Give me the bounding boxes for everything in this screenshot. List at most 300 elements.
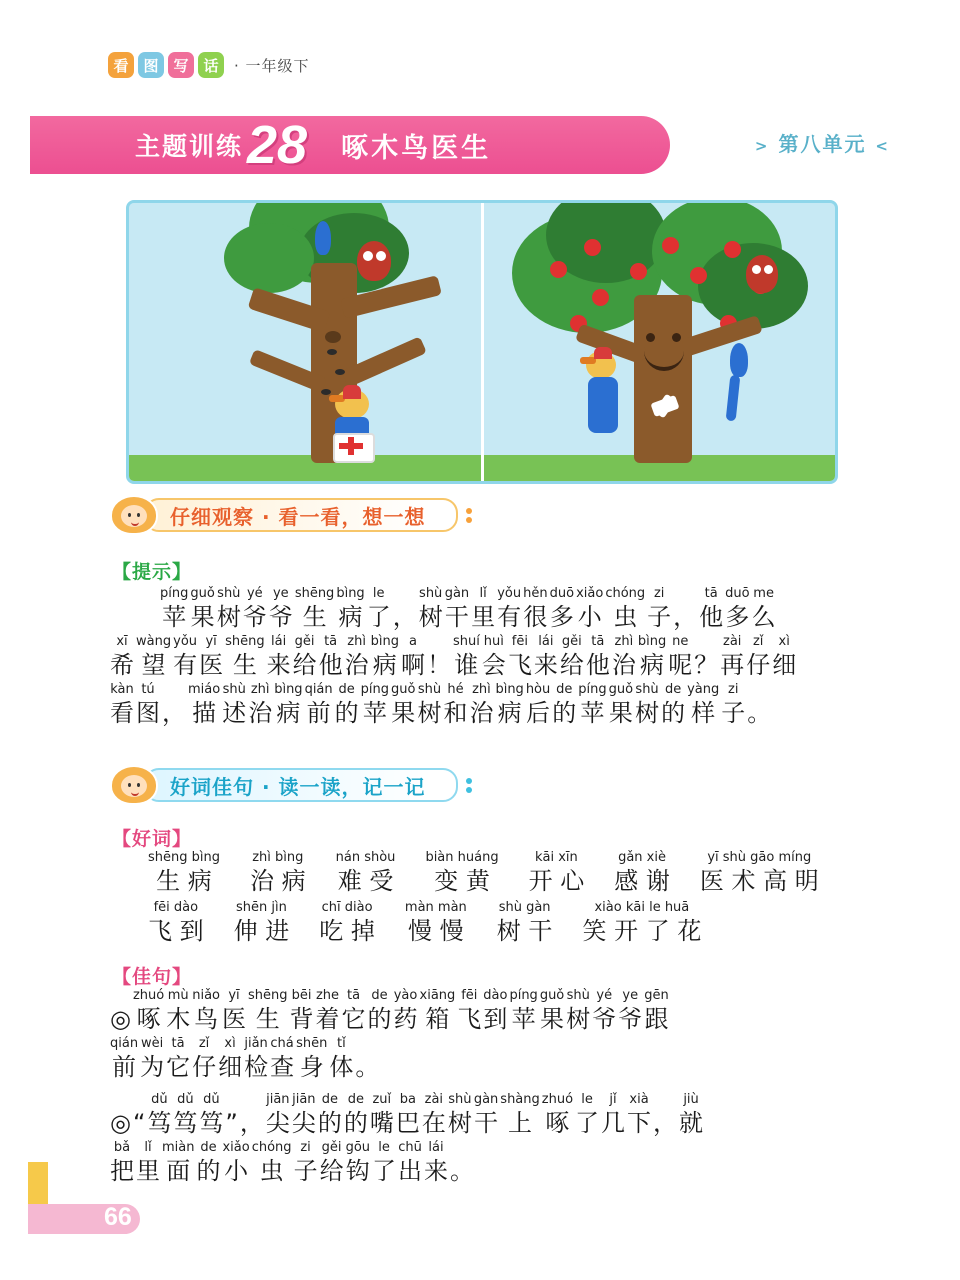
hanzi: 树 <box>418 603 443 631</box>
pinyin-char-cell <box>424 1140 448 1186</box>
pinyin: duō <box>725 586 750 601</box>
pinyin-char-cell <box>560 634 584 680</box>
pinyin: miáo <box>188 682 221 697</box>
hanzi: ◎ <box>110 1005 131 1033</box>
hanzi: 治 <box>248 699 273 727</box>
pinyin-char-cell <box>199 1092 223 1138</box>
hanzi: 体 <box>329 1053 354 1081</box>
hanzi: 的 <box>317 1109 342 1137</box>
hanzi: 着 <box>315 1005 340 1033</box>
foliage <box>224 223 314 293</box>
pinyin-char-cell <box>296 1036 327 1082</box>
pinyin: chóng <box>251 1140 292 1155</box>
pinyin: chá <box>270 1036 294 1051</box>
pinyin: zhì <box>347 634 366 649</box>
pinyin: de <box>371 988 388 1003</box>
pinyin-char-cell <box>222 988 246 1034</box>
hanzi: 啄 <box>545 1109 570 1137</box>
owl-eye <box>752 265 761 274</box>
pinyin: fēi <box>511 634 528 649</box>
pinyin-char-cell <box>218 1036 242 1082</box>
pinyin: shù <box>448 1092 472 1107</box>
illustration-after <box>484 203 836 481</box>
pinyin: shù <box>566 988 590 1003</box>
pinyin-char-cell <box>540 988 564 1034</box>
hanzi: 谁 <box>454 651 479 679</box>
pinyin-char-cell <box>427 634 451 680</box>
label-good-sentences: 【佳句】 <box>112 966 193 988</box>
pinyin: zhuó <box>132 988 165 1003</box>
pinyin-char-cell <box>367 586 391 632</box>
pinyin-char-cell <box>147 1092 171 1138</box>
hanzi: 尖 <box>291 1109 316 1137</box>
hanzi: 子 <box>647 603 672 631</box>
pinyin-char-cell <box>509 988 537 1034</box>
pinyin-char-cell <box>721 682 745 728</box>
hanzi: 前 <box>306 699 331 727</box>
pinyin: duō <box>549 586 575 601</box>
hanzi: 看 <box>110 699 134 727</box>
pinyin-line <box>110 586 798 632</box>
hanzi: 笃 <box>199 1109 224 1137</box>
hanzi: 子 <box>721 699 746 727</box>
hanzi: 治 <box>469 699 494 727</box>
pinyin-char-cell <box>453 634 480 680</box>
woodpecker-cap <box>343 385 361 399</box>
pinyin-char-cell <box>542 1092 573 1138</box>
pinyin-char-cell <box>638 634 666 680</box>
pinyin-char-cell <box>294 1140 318 1186</box>
pinyin: yé <box>246 586 263 601</box>
pinyin-char-cell <box>422 1092 446 1138</box>
tip-text <box>110 586 798 730</box>
pinyin-char-cell <box>133 988 164 1034</box>
hanzi: 来 <box>424 1157 449 1185</box>
pinyin: dào <box>483 988 508 1003</box>
pinyin: xiāng <box>419 988 456 1003</box>
pinyin: zhe <box>315 988 340 1003</box>
pinyin-char-cell <box>578 682 606 728</box>
pinyin: píng <box>578 682 607 697</box>
bag-cross-icon <box>339 443 363 449</box>
pinyin <box>137 1092 141 1108</box>
pinyin: dǔ <box>177 1092 194 1107</box>
pinyin: guǒ <box>608 682 634 697</box>
hanzi: 爷 <box>242 603 267 631</box>
pinyin-char-cell <box>188 682 220 728</box>
pinyin-char-cell <box>443 682 467 728</box>
hanzi: ， <box>162 699 186 727</box>
pinyin <box>118 988 122 1004</box>
pinyin-char-cell <box>372 1140 396 1186</box>
hanzi: 跟 <box>644 1005 669 1033</box>
pinyin-char-cell <box>318 1092 342 1138</box>
pinyin: fēi <box>461 988 478 1003</box>
pinyin-char-cell <box>346 1140 370 1186</box>
sentence-item <box>110 988 705 1082</box>
hanzi: 多 <box>725 603 750 631</box>
hanzi: 小 <box>224 1157 249 1185</box>
unit-label <box>755 128 890 157</box>
pinyin-char-cell <box>342 988 366 1034</box>
hanzi: 苹 <box>162 603 187 631</box>
pinyin: ne <box>672 634 689 649</box>
hanzi: 。 <box>747 699 772 727</box>
pinyin-char-cell <box>644 988 669 1034</box>
pinyin-char-cell <box>162 682 186 728</box>
pinyin-char-cell <box>627 1092 651 1138</box>
hanzi: 望 <box>141 651 166 679</box>
kid-eye <box>137 783 140 787</box>
hanzi: 的 <box>343 1109 368 1137</box>
pinyin-char-cell <box>173 1092 197 1138</box>
pinyin: shù <box>417 682 442 697</box>
pinyin: de <box>664 682 682 697</box>
owl <box>357 241 391 281</box>
pinyin-char-cell <box>162 1140 194 1186</box>
pinyin: lái <box>538 634 554 649</box>
hanzi: ， <box>653 1109 678 1137</box>
hanzi: 背 <box>289 1005 314 1033</box>
hanzi: 治 <box>611 651 636 679</box>
pinyin-char-cell <box>699 586 723 632</box>
pinyin-char-cell <box>192 988 220 1034</box>
hanzi: 生 <box>255 1005 280 1033</box>
pinyin-char-cell <box>497 586 521 632</box>
pinyin-char-cell <box>647 586 671 632</box>
pinyin-char-cell <box>483 988 507 1034</box>
word-item <box>234 900 290 946</box>
pinyin: bǎ <box>113 1140 131 1155</box>
hanzi: 仔 <box>746 651 771 679</box>
pinyin: xì <box>778 634 790 649</box>
hanzi: ！ <box>426 651 451 679</box>
pinyin: píng <box>360 682 389 697</box>
pinyin: ye <box>272 586 289 601</box>
hanzi: 医 <box>222 1005 246 1033</box>
pinyin-line <box>110 988 705 1034</box>
hanzi: 生 <box>302 603 327 631</box>
pinyin: gěi <box>561 634 582 649</box>
section-header-observe <box>110 498 472 532</box>
pinyin: wèi <box>140 1036 164 1051</box>
pinyin-char-cell <box>252 1140 292 1186</box>
pinyin-char-cell <box>474 1092 498 1138</box>
pinyin-char-cell <box>217 586 241 632</box>
pinyin <box>460 1140 464 1156</box>
pinyin <box>118 1092 122 1108</box>
pinyin: lái <box>271 634 287 649</box>
pinyin <box>250 1092 254 1108</box>
pinyin-char-cell <box>618 988 642 1034</box>
pinyin: jǐ <box>609 1092 617 1107</box>
unit-arrow-left-icon: > <box>754 137 770 155</box>
pinyin-char-cell <box>110 634 134 680</box>
pinyin-char-cell <box>371 634 399 680</box>
pinyin: gàn <box>473 1092 499 1107</box>
pinyin: xià <box>629 1092 649 1107</box>
pinyin-char-cell <box>370 1092 394 1138</box>
pinyin: tā <box>704 586 718 601</box>
pinyin: shēng <box>248 988 288 1003</box>
pinyin: yàng <box>687 682 720 697</box>
blue-bird <box>315 221 331 255</box>
hanzi: 的 <box>196 1157 221 1185</box>
hanzi: 鸟 <box>194 1005 219 1033</box>
hanzi: 开 心 <box>528 867 585 895</box>
hanzi: 果 <box>608 699 633 727</box>
pinyin: gěi <box>294 634 315 649</box>
pinyin-char-cell <box>752 586 776 632</box>
hanzi: 么 <box>751 603 776 631</box>
hanzi: 生 病 <box>156 867 212 895</box>
hanzi: 他 <box>699 603 724 631</box>
word-item <box>319 900 375 946</box>
pinyin-char-cell <box>694 634 718 680</box>
pinyin: biàn huáng <box>425 850 499 865</box>
pinyin: píng <box>160 586 189 601</box>
pinyin: yī <box>205 634 217 649</box>
pinyin-char-cell <box>240 1092 264 1138</box>
pinyin-char-cell <box>110 1140 134 1186</box>
hanzi: 仔 <box>192 1053 217 1081</box>
hanzi: 会 <box>481 651 506 679</box>
pinyin-char-cell <box>344 1092 368 1138</box>
pinyin: de <box>338 682 355 697</box>
pinyin-char-cell <box>601 1092 625 1138</box>
pinyin-char-cell <box>243 586 267 632</box>
pinyin: lǐ <box>144 1140 152 1155</box>
pinyin-char-cell <box>393 586 417 632</box>
pinyin-char-cell <box>329 1036 353 1082</box>
pinyin-char-cell <box>746 634 770 680</box>
owl <box>746 255 778 293</box>
hanzi: 了 <box>575 1109 600 1137</box>
word-row <box>148 850 849 896</box>
pinyin-char-cell <box>576 586 603 632</box>
hanzi: 苹 <box>580 699 605 727</box>
unit-arrow-right-icon: < <box>875 137 890 155</box>
hanzi: 检 <box>244 1053 269 1081</box>
hanzi: 病 <box>372 651 397 679</box>
pinyin: gēn <box>644 988 669 1003</box>
hanzi: 小 <box>577 603 602 631</box>
good-sentences-list <box>110 988 705 1196</box>
hanzi: 爷 <box>268 603 293 631</box>
hanzi: 述 <box>222 699 247 727</box>
banner-number: 28 <box>247 115 308 175</box>
pinyin-char-cell <box>673 586 697 632</box>
pinyin-char-cell <box>196 1140 220 1186</box>
pinyin: lǐ <box>479 586 487 601</box>
hanzi: ， <box>673 603 698 631</box>
pinyin: ba <box>399 1092 416 1107</box>
pinyin-char-cell <box>592 988 616 1034</box>
pinyin: jiù <box>683 1092 699 1107</box>
hanzi: 给 <box>292 651 317 679</box>
banner-label: 主题训练 <box>135 132 244 161</box>
hanzi: 的 <box>552 699 577 727</box>
word-item <box>425 850 498 896</box>
pinyin: bìng <box>336 586 365 601</box>
pinyin: shēn <box>296 1036 328 1051</box>
pinyin <box>230 1092 234 1108</box>
hanzi: “ <box>132 1109 146 1137</box>
decor-dots <box>466 778 472 793</box>
hanzi: 前 <box>112 1053 137 1081</box>
pinyin-char-cell <box>500 1092 539 1138</box>
pinyin: miàn <box>162 1140 195 1155</box>
hanzi <box>110 602 158 632</box>
pinyin: xì <box>224 1036 236 1051</box>
pinyin: zài <box>723 634 742 649</box>
hanzi: ◎ <box>110 1109 131 1137</box>
bug <box>335 369 345 375</box>
hanzi: 树 <box>216 603 241 631</box>
pinyin-char-cell <box>368 988 392 1034</box>
pinyin: zuǐ <box>372 1092 392 1107</box>
pinyin: bìng <box>495 682 524 697</box>
word-item <box>614 850 670 896</box>
pinyin-char-cell <box>166 988 190 1034</box>
kid-eye <box>128 783 131 787</box>
hanzi: 。 <box>450 1157 475 1185</box>
pinyin-char-cell <box>523 586 547 632</box>
pinyin: le <box>372 586 385 601</box>
hanzi: 苹 <box>362 699 387 727</box>
pinyin-char-cell <box>687 682 719 728</box>
hanzi: 树 <box>447 1109 472 1137</box>
pinyin-char-cell <box>605 586 645 632</box>
pinyin: shuí <box>452 634 480 649</box>
hanzi: 查 <box>270 1053 295 1081</box>
pinyin-char-cell <box>140 1036 164 1082</box>
hanzi: 治 病 <box>250 867 306 895</box>
hanzi: 几 <box>601 1109 626 1137</box>
pinyin: hěn <box>523 586 548 601</box>
pinyin: tú <box>141 682 155 697</box>
hanzi: 木 <box>166 1005 191 1033</box>
kid-eye <box>128 513 131 517</box>
pinyin-char-cell <box>448 1092 472 1138</box>
hanzi: 出 <box>398 1157 423 1185</box>
pinyin <box>704 634 708 650</box>
pinyin-char-cell <box>720 634 744 680</box>
pinyin: gǎn xiè <box>618 850 666 865</box>
pinyin-char-cell <box>419 586 443 632</box>
pinyin <box>437 634 441 650</box>
pinyin: le <box>378 1140 390 1155</box>
bug <box>321 389 331 395</box>
hanzi: ” <box>225 1109 238 1137</box>
pinyin-char-cell <box>190 586 214 632</box>
pinyin-char-cell <box>136 682 160 728</box>
pinyin: de <box>347 1092 364 1107</box>
hanzi: 细 <box>218 1053 243 1081</box>
logo-char-3: 写 <box>168 52 194 78</box>
pinyin: bìng <box>637 634 667 649</box>
hanzi: 了 <box>372 1157 397 1185</box>
pinyin-char-cell <box>725 586 749 632</box>
hanzi: 虫 <box>259 1157 284 1185</box>
pinyin-char-cell <box>355 1036 379 1082</box>
hanzi: 干 <box>444 603 469 631</box>
pinyin <box>172 682 176 698</box>
apple <box>662 237 679 254</box>
pinyin-char-cell <box>450 1140 474 1186</box>
hanzi: 来 <box>266 651 291 679</box>
hanzi: 树 <box>635 699 660 727</box>
pinyin-char-cell <box>575 1092 599 1138</box>
hanzi: 树 <box>417 699 442 727</box>
pinyin: màn màn <box>404 900 467 915</box>
hanzi: 药 <box>393 1005 418 1033</box>
ground <box>129 455 481 481</box>
pinyin: shēng <box>294 586 335 601</box>
pinyin-char-cell <box>747 682 771 728</box>
pinyin: shù gàn <box>498 900 551 915</box>
hanzi: 笑 开 了 花 <box>582 917 702 945</box>
pinyin-char-cell <box>445 586 469 632</box>
pinyin-char-cell <box>266 1092 290 1138</box>
pinyin: shù <box>635 682 659 697</box>
pinyin-char-cell <box>320 1140 344 1186</box>
pinyin: hòu <box>525 682 551 697</box>
pinyin-char-cell <box>401 634 425 680</box>
kid-avatar-icon <box>110 765 158 805</box>
pinyin-char-cell <box>166 1036 190 1082</box>
pinyin: zhì bìng <box>252 850 304 865</box>
pinyin-char-cell <box>160 586 188 632</box>
hanzi: 生 <box>232 651 257 679</box>
hanzi: 了 <box>366 603 391 631</box>
pinyin-char-cell <box>110 988 131 1034</box>
pinyin: jiān <box>266 1092 290 1107</box>
pinyin-line <box>110 1140 705 1186</box>
pinyin: zi <box>300 1140 311 1155</box>
word-item <box>582 900 701 946</box>
section-header-words <box>110 768 472 802</box>
pinyin: lái <box>428 1140 444 1155</box>
pinyin-char-cell <box>495 682 523 728</box>
pinyin: shēng bìng <box>148 850 220 865</box>
pinyin <box>403 586 407 602</box>
pinyin: qián <box>110 1036 139 1051</box>
book-logo <box>108 52 310 78</box>
pinyin-char-cell <box>469 682 493 728</box>
pinyin-char-cell <box>192 1036 216 1082</box>
pinyin-char-cell <box>457 988 481 1034</box>
pinyin: shàng <box>500 1092 540 1107</box>
label-tip: 【提示】 <box>112 561 193 583</box>
owl-eye <box>764 265 773 274</box>
apple <box>592 289 609 306</box>
pinyin-char-cell <box>417 682 441 728</box>
illustration-frame <box>126 200 838 484</box>
pinyin <box>683 586 687 602</box>
pinyin: zhì <box>614 634 634 649</box>
grade-label: · 一年级下 <box>234 56 310 75</box>
pinyin: le <box>581 1092 593 1107</box>
pinyin-char-cell <box>248 682 272 728</box>
hanzi: 爷 <box>618 1005 643 1033</box>
hanzi: 啄 <box>136 1005 161 1033</box>
word-item <box>497 900 553 946</box>
pinyin: de <box>200 1140 217 1155</box>
pinyin-char-cell <box>534 634 558 680</box>
pinyin: jiān <box>292 1092 316 1107</box>
pinyin: guǒ <box>539 988 565 1003</box>
